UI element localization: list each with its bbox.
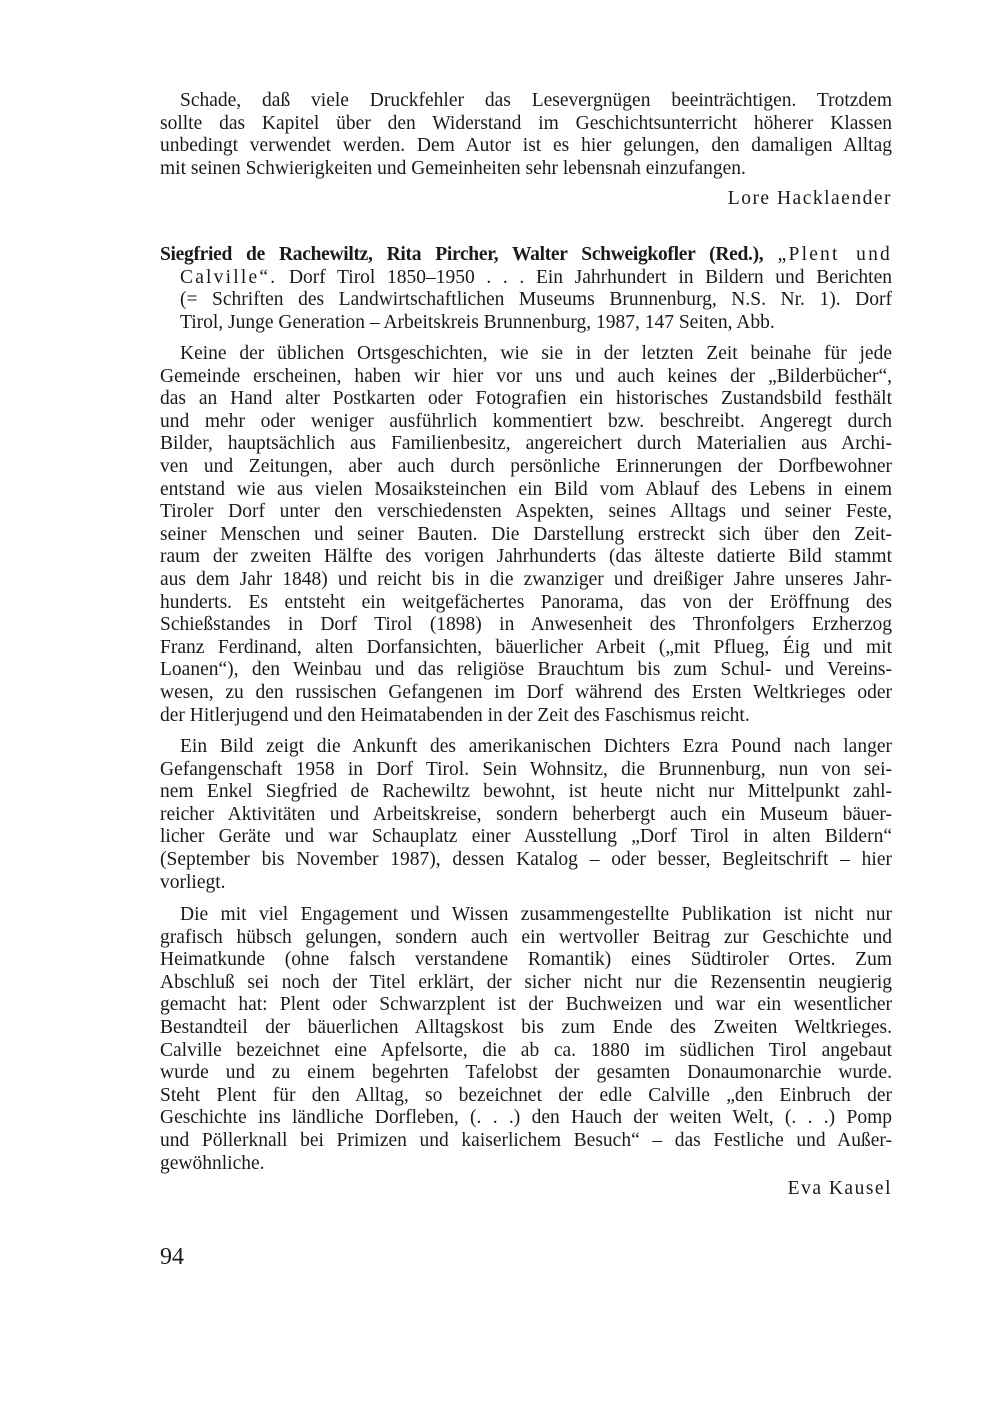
text-line: seiner Menschen und seiner Bauten. Die Darstellung erstreckt sich über den Zeit- xyxy=(160,523,892,545)
text-line: Schießstandes in Dorf Tirol (1898) in Anwesenheit des Thronfolgers Erzherzog xyxy=(160,614,892,636)
text-line: nem Enkel Siegfried de Rachewiltz bewohnt, ist heute nicht nur Mittelpunkt zahl- xyxy=(160,781,892,803)
text-line: wurde und zu einem begehrten Tafelobst der gesamten Donaumonarchie wurde. xyxy=(160,1062,892,1084)
text-line: gemacht hat: Plent oder Schwarzplent ist der Buchweizen und war ein wesentlicher xyxy=(160,994,892,1016)
bib-title-cont: Calville“. xyxy=(180,266,278,288)
text-line: raum der zweiten Hälfte des vorigen Jahrhunderts (das älteste datierte Bild stammt xyxy=(160,546,892,568)
text-line: Schade, daß viele Druckfehler das Lesevergnügen beeinträchtigen. Trotzdem xyxy=(180,90,892,111)
text-line: sollte das Kapitel über den Widerstand im Geschichtsunterricht höherer Klassen xyxy=(160,112,892,134)
text-line: ven und Zeitungen, aber auch durch persönliche Erinnerungen der Dorfbewohner xyxy=(160,455,892,477)
reviewer-signature: Lore Hacklaender xyxy=(727,188,892,209)
review-paragraph xyxy=(160,736,892,894)
text-line: Keine der üblichen Ortsgeschichten, wie sie in der letzten Zeit beinahe für jede xyxy=(180,343,892,364)
bibliography-entry xyxy=(160,244,892,334)
review-paragraph xyxy=(160,904,892,1175)
page-number: 94 xyxy=(160,1244,184,1270)
text-line: Gefangenschaft 1958 in Dorf Tirol. Sein Wohnsitz, die Brunnenburg, nun von sei- xyxy=(160,758,892,780)
review-paragraph xyxy=(160,90,892,180)
text-line: licher Geräte und war Schauplatz einer Ausstellung „Dorf Tirol in alten Bildern“ xyxy=(160,826,892,848)
text-line: Gemeinde erscheinen, haben wir hier vor uns und auch keines der „Bilderbücher“, xyxy=(160,365,892,387)
text-line: entstand wie aus vielen Mosaiksteinchen ein Bild vom Ablauf des Lebens in einem xyxy=(160,478,892,500)
text-line: Steht Plent für den Alltag, so bezeichnet der edle Calville „den Einbruch der xyxy=(160,1084,892,1106)
text-line: vorliegt. xyxy=(160,871,226,893)
text-line: Calville bezeichnet eine Apfelsorte, die ab ca. 1880 im südlichen Tirol angebaut xyxy=(160,1039,892,1061)
text-line: Die mit viel Engagement und Wissen zusammengestellte Publikation ist nicht nur xyxy=(180,904,892,925)
text-line: Tiroler Dorf unter den verschiedensten Aspekten, seines Alltags und seiner Feste, xyxy=(160,501,892,523)
text-line: und mehr oder weniger ausführlich kommentiert bzw. beschreibt. Angeregt durch xyxy=(160,410,892,432)
review-paragraph xyxy=(160,343,892,727)
text-line: gewöhnliche. xyxy=(160,1152,265,1174)
reviewer-signature: Eva Kausel xyxy=(787,1178,892,1199)
text-line: wesen, zu den russischen Gefangenen im Dorf während des Ersten Weltkrieges oder xyxy=(160,681,892,703)
text-line: der Hitlerjugend und den Heimatabenden in der Zeit des Faschismus reicht. xyxy=(160,704,750,726)
text-line: Bilder, hauptsächlich aus Familienbesitz, angereichert durch Materialien aus Archi- xyxy=(160,433,892,455)
bib-title: „Plent und xyxy=(777,244,892,265)
text-line: Heimatkunde (ohne falsch verstandene Romantik) eines Südtiroler Ortes. Zum xyxy=(160,949,892,971)
text-line: Bestandteil der bäuerlichen Alltagskost bis zum Ende des Zweiten Weltkrieges. xyxy=(160,1016,892,1038)
text-line: Ein Bild zeigt die Ankunft des amerikanischen Dichters Ezra Pound nach langer xyxy=(180,736,892,757)
text-line: unbedingt verwendet werden. Dem Autor ist es hier gelungen, den damaligen Alltag xyxy=(160,135,892,157)
text-line: reicher Aktivitäten und Arbeitskreise, sondern beherbergt auch ein Museum bäuer- xyxy=(160,803,892,825)
text-line: Franz Ferdinand, alten Dorfansichten, bäuerlicher Arbeit („mit Pflueg, Éig und mit xyxy=(160,636,892,658)
bib-publisher: Tirol, Junge Generation – Arbeitskreis Brunnenburg, 1987, 147 Seiten, Abb. xyxy=(180,311,775,333)
text-line: hunderts. Es entsteht ein weitgefächertes Panorama, das von der Eröffnung des xyxy=(160,591,892,613)
text-line: aus dem Jahr 1848) und reicht bis in die zwanziger und dreißiger Jahre unseres Jahr- xyxy=(160,568,892,590)
text-line: grafisch hübsch gelungen, sondern auch ein wertvoller Beitrag zur Geschichte und xyxy=(160,926,892,948)
text-line: Geschichte ins ländliche Dorfleben, (. . .) den Hauch der weiten Welt, (. . .) Pomp xyxy=(160,1107,892,1129)
bib-authors: Siegfried de Rachewiltz, Rita Pircher, Walter Schweigkofler (Red.), xyxy=(160,244,764,265)
text-line: das an Hand alter Postkarten oder Fotografien ein historisches Zustandsbild festhält xyxy=(160,388,892,410)
text-line: und Pöllerknall bei Primizen und kaiserlichem Besuch“ – das Festliche und Außer- xyxy=(160,1129,892,1151)
text-line: Loanen“), den Weinbau und das religiöse Brauchtum bis zum Schul- und Vereins- xyxy=(160,659,892,681)
text-line: Abschluß sei noch der Titel erklärt, der sicher nicht nur die Rezensentin neugierig xyxy=(160,971,892,993)
text-line: (September bis November 1987), dessen Katalog – oder besser, Begleitschrift – hier xyxy=(160,848,892,870)
text-line: mit seinen Schwierigkeiten und Gemeinheiten sehr lebensnah einzufangen. xyxy=(160,157,746,179)
bib-series: (= Schriften des Landwirtschaftlichen Museums Brunnenburg, N.S. Nr. 1). Dorf xyxy=(180,289,892,311)
bib-subtitle: Dorf Tirol 1850–1950 . . . Ein Jahrhundert in Bildern und Berichten xyxy=(288,266,893,288)
